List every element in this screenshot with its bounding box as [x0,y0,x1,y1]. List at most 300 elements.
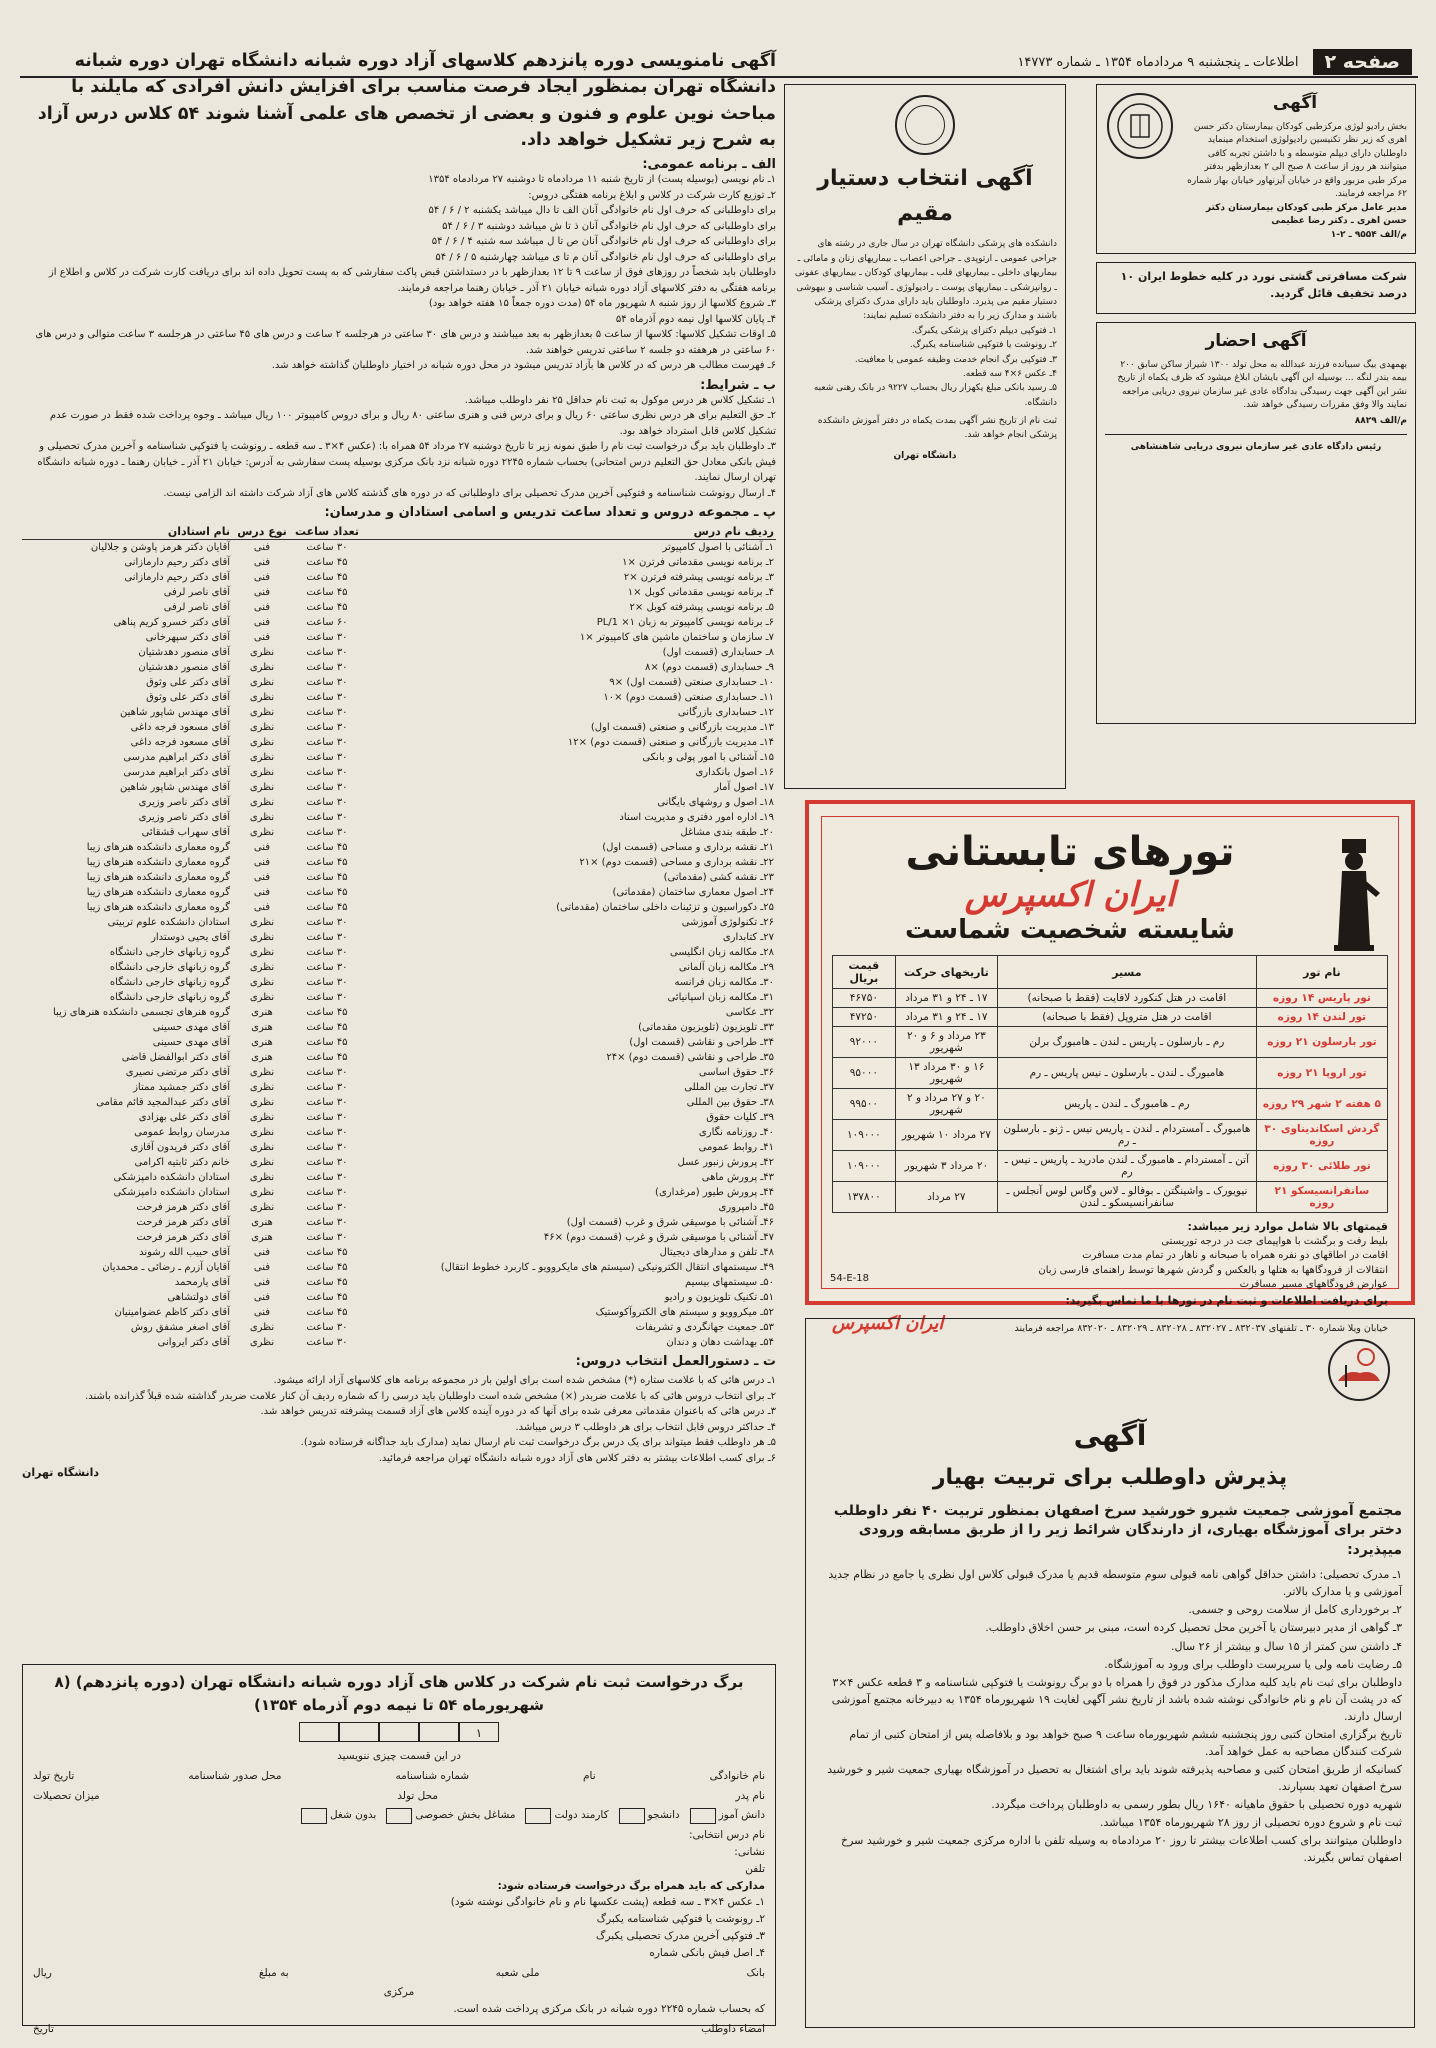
courses-header: ردیف نام درس [362,524,776,540]
tour-dates: ۲۰ و ۲۷ مرداد و ۲ شهریور [895,1089,997,1120]
tour-row [833,1182,1388,1213]
course-title: ۳۳ـ تلویزیون (تلویزیون مقدماتی) [638,1022,774,1033]
course-row [22,615,776,630]
checkbox[interactable] [525,1808,551,1824]
general-item: ۲ـ توزیع کارت شرکت در کلاس و ابلاغ برنامه هفتگی دروس: [528,189,776,201]
summons-separator [1105,434,1407,435]
course-hours: ۳۰ ساعت [306,1172,348,1183]
course-hours: ۴۵ ساعت [306,887,348,898]
form-bank[interactable]: بانک [746,1966,765,1979]
course-type: فنی [253,872,271,883]
application-form [22,1664,776,2035]
course-title: ۱۲ـ حسابداری بازرگانی [677,707,774,718]
nursing-item: ۲ـ برخورداری کامل از سلامت روحی و جسمی. [1188,1603,1402,1617]
course-row [22,1170,776,1185]
course-title: ۷ـ سازمان و ساختمان ماشین های کامپیوتر ×۱ [579,632,774,643]
check-government-employee[interactable] [525,1807,608,1824]
tour-price: ۹۹۵۰۰ [833,1089,896,1120]
course-title: ۳۲ـ عکاسی [725,1007,774,1018]
course-type: نظری [249,932,275,943]
course-title: ۴۱ـ روابط عمومی [698,1142,774,1153]
course-instructor: آقای مهدی حسینی [152,1022,230,1033]
course-instructor: آقای دکتر عبدالمجید قائم مقامی [96,1097,230,1108]
course-type: هنری [251,1022,273,1033]
tours-brand: ایران اکسپرس [964,875,1176,915]
course-instructor: مدرسان روابط عمومی [134,1127,230,1138]
course-instructor: آقای دکتر علی وثوق [146,677,230,688]
course-title: ۱۹ـ اداره امور دفتری و مدیریت اسناد [619,812,774,823]
course-row [22,690,776,705]
checkbox[interactable] [301,1808,327,1824]
course-type: نظری [249,947,275,958]
nursing-item: ۵ـ رضایت نامه ولی یا سرپرست داوطلب برای ورود به آموزشگاه. [1104,1657,1402,1671]
form-address-label[interactable]: نشانی: [734,1845,765,1858]
digit-box[interactable] [339,1722,379,1742]
course-hours: ۳۰ ساعت [306,797,348,808]
course-title: ۲۶ـ تکنولوژی آموزشی [681,917,774,928]
tours-code: 54-E-18 [830,1273,869,1284]
field-birth-place[interactable]: محل تولد [397,1789,438,1802]
course-row [22,705,776,720]
tour-price: ۴۶۷۵۰ [833,989,896,1008]
classes-signature: دانشگاه تهران [22,1466,99,1479]
tour-price: ۴۷۲۵۰ [833,1008,896,1027]
course-instructor: گروه معماری دانشکده هنرهای زیبا [86,857,230,868]
course-title: ۴۴ـ پرورش طیور (مرغداری) [655,1187,774,1198]
course-hours: ۳۰ ساعت [306,1112,348,1123]
course-instructor: آقای دکتر فریدون آقازی [130,1142,230,1153]
tour-name: تور طلائی ۳۰ روزه [1256,1151,1387,1182]
tour-row [833,1151,1388,1182]
course-type: نظری [249,647,275,658]
course-instructor: آقای ناصر لرفی [163,602,230,613]
general-item: داوطلبان باید شخصاً در روزهای فوق از ساعت ۹ تا ۱۲ بعدازظهر با در دستداشتن قبض پاکت سفارشی که به پست تحویل داده اند برای دریافت کارت شرکت در کلاس و اطلاع از برنامه هفتگی به دفتر کلاسهای آزاد دوره شبانه خیابان ۲۱ آذر ـ خیابان رهنما مراجعه فرمایند. [48,267,776,294]
tours-header-row [833,956,1388,989]
course-hours: ۳۰ ساعت [306,947,348,958]
field-id-number[interactable]: شماره شناسنامه [395,1769,470,1782]
summons-title: آگهی احضار [1205,331,1307,351]
course-type: نظری [249,722,275,733]
course-hours: ۳۰ ساعت [306,662,348,673]
course-title: ۲۵ـ دکوراسیون و تزئینات داخلی ساختمان (مقدماتی) [556,902,774,913]
form-no-write: در این قسمت چیزی ننویسید [337,1750,461,1762]
form-fields-row1 [33,1768,765,1785]
course-hours: ۳۰ ساعت [306,722,348,733]
digit-box[interactable] [379,1722,419,1742]
hospital-seal-icon [1105,91,1175,161]
course-type: نظری [249,1067,275,1078]
course-title: ۴۳ـ پرورش ماهی [701,1172,774,1183]
course-row [22,780,776,795]
tour-dates: ۲۷ مرداد [895,1182,997,1213]
course-type: نظری [249,782,275,793]
nursing-ad [805,1318,1415,2028]
form-central: مرکزی [383,1986,415,1999]
form-course-label[interactable]: نام درس انتخابی: [688,1829,765,1842]
course-title: ۲۷ـ کتابداری [722,932,774,943]
general-item: ۴ـ پایان کلاسها اول نیمه دوم آذرماه ۵۴ [615,313,776,325]
course-hours: ۳۰ ساعت [306,1187,348,1198]
course-row [22,1305,776,1320]
course-hours: ۴۵ ساعت [306,1022,348,1033]
course-row [22,795,776,810]
form-branch[interactable]: ملی شعبه [495,1966,540,1979]
course-instructor: آقای مسعود فرجه داغی [130,737,230,748]
course-hours: ۴۵ ساعت [306,557,348,568]
course-type: نظری [249,827,275,838]
course-title: ۱۵ـ آشنائی با امور پولی و بانکی [642,752,774,763]
course-row [22,1200,776,1215]
course-instructor: آقای مسعود فرجه داغی [130,722,230,733]
course-instructor: آقای منصور دهدشتیان [138,662,230,673]
course-hours: ۳۰ ساعت [306,737,348,748]
form-rial: ریال [33,1966,52,1979]
course-title: ۴۹ـ سیستمهای انتقال الکترونیکی (سیستم های مایکروویو ـ کاربرد خطوط انتقال) [440,1262,774,1273]
course-hours: ۴۵ ساعت [306,872,348,883]
tours-note: عوارض فرودگاههای مسیر مسافرت [1239,1279,1388,1291]
tour-name: تور لندن ۱۴ روزه [1256,1008,1387,1027]
tours-header: مسیر [997,956,1256,989]
attachment-item: ۲ـ رونوشت یا فتوکپی شناسنامه یکبرگ [596,1913,765,1926]
field-education[interactable]: میزان تحصیلات [33,1789,100,1802]
tour-name: تور اروپا ۲۱ روزه [1256,1058,1387,1089]
course-type: فنی [253,887,271,898]
course-row [22,1185,776,1200]
course-type: نظری [249,1142,275,1153]
summons-notice [1096,322,1416,724]
course-hours: ۳۰ ساعت [306,932,348,943]
course-title: ۴۷ـ آشنائی با موسیقی شرق و غرب (قسمت دوم) ×۴۶ [543,1232,774,1243]
course-row [22,1110,776,1125]
tours-notes [832,1219,1388,1309]
digit-box[interactable] [299,1722,339,1742]
courses-header: تعداد ساعت [292,524,362,540]
tour-price: ۱۰۹۰۰۰ [833,1151,896,1182]
course-hours: ۳۰ ساعت [306,917,348,928]
course-row [22,630,776,645]
course-row [22,1035,776,1050]
course-instructor: آقای دکتر علی وثوق [146,692,230,703]
resident-title: آگهی انتخاب دستیار مقیم [817,166,1033,227]
course-type: نظری [249,917,275,928]
nursing-item: ۳ـ گواهی از مدیر دبیرستان یا آخرین محل تحصیل کرده است، مبنی بر حسن اخلاق داوطلب. [985,1621,1402,1635]
course-hours: ۳۰ ساعت [306,1232,348,1243]
course-title: ۵۳ـ جمعیت جهانگردی و تشریفات [635,1322,774,1333]
course-type: فنی [253,617,271,628]
field-first-name[interactable]: نام [583,1769,596,1782]
summons-signature: رئیس دادگاه عادی غیر سازمان نیروی دریایی شاهنشاهی [1130,442,1382,452]
tour-dates: ۲۳ مرداد و ۶ و ۲۰ شهریور [895,1027,997,1058]
course-hours: ۴۵ ساعت [306,1052,348,1063]
lion-sun-emblem-icon [1316,1335,1402,1405]
check-label: مشاغل بخش خصوصی [415,1809,516,1822]
instructions-list [22,1373,776,1466]
course-instructor: استادان دانشکده علوم تربیتی [107,917,230,928]
course-title: ۴۰ـ روزنامه نگاری [698,1127,774,1138]
course-title: ۳۸ـ حقوق بین المللی [686,1097,774,1108]
check-private-sector[interactable] [386,1807,515,1824]
course-title: ۱۴ـ مدیریت بازرگانی و صنعتی (قسمت دوم) ×۱۲ [567,737,774,748]
course-hours: ۳۰ ساعت [306,992,348,1003]
course-title: ۵۴ـ بهداشت دهان و دندان [666,1337,774,1348]
course-instructor: آقای دکتر مرتضی نصیری [125,1067,230,1078]
course-row [22,765,776,780]
section-general-title: الف ـ برنامه عمومی: [642,157,776,172]
university-seal-icon [895,95,955,155]
form-signature[interactable]: امضاء داوطلب [701,2022,765,2035]
course-row [22,570,776,585]
digit-box[interactable]: ۱ [459,1722,499,1742]
tours-inner [821,816,1399,1334]
tour-name: سانفرانسیسکو ۲۱ روزه [1256,1182,1387,1213]
check-unemployed[interactable] [301,1807,376,1824]
tour-price: ۱۳۷۸۰۰ [833,1182,896,1213]
resident-item: ۴ـ عکس ۶×۴ سه قطعه. [962,368,1057,379]
left-column [22,48,776,1479]
instruction-item: ۴ـ حداکثر دروس قابل انتخاب برای هر داوطلب ۳ درس میباشد. [515,1421,776,1433]
instruction-item: ۲ـ برای انتخاب دروس هائی که با علامت ضربدر (×) مشخص شده است داوطلبان باید درسی را که شماره ردیف آن کنار علامت ضربدر گذاشته شده قبلاً گذرانده باشند. [85,1390,776,1402]
tours-title: تورهای تابستانی [905,829,1235,875]
course-hours: ۳۰ ساعت [306,1097,348,1108]
course-type: هنری [251,1007,273,1018]
course-title: ۲۸ـ مکالمه زبان انگلیسی [669,947,774,958]
check-student[interactable] [690,1807,765,1824]
course-instructor: آقای دکتر رحیم دارمازانی [124,572,230,583]
field-father-name[interactable]: نام پدر [735,1789,765,1802]
course-type: نظری [249,752,275,763]
course-instructor: آقای دکتر خسرو کریم پناهی [113,617,230,628]
course-row [22,945,776,960]
course-row [22,1335,776,1350]
course-type: هنری [251,1232,273,1243]
course-instructor: آقای دکتر ابوالفضل قاضی [121,1052,230,1063]
tour-route: اقامت در هتل متروپل (فقط با صبحانه) [997,1008,1256,1027]
course-hours: ۴۵ ساعت [306,1292,348,1303]
course-title: ۱۶ـ اصول بانکداری [695,767,774,778]
condition-item: ۳ـ داوطلبان باید برگ درخواست ثبت نام را طبق نمونه زیر تا تاریخ دوشنبه ۲۷ مرداد ۵۴ همراه با: (عکس ۴×۳ ـ سه قطعه ـ رونوشت یا فتوکپی شناسنامه و آخرین مدرک تحصیلی و فیش بانکی معادل حق التعلیم درس امتحانی) بحساب شماره ۲۲۴۵ دوره شبانه نزد بانک مرکزی بوسیله پست سفارشی به آدرس: خیابان ۲۱ آذر ـ خیابان رهنما ـ دوره شبانه دانشگاه تهران ارسال نمایند. [37,441,776,483]
course-title: ۴۶ـ آشنائی با موسیقی شرق و غرب (قسمت اول) [566,1217,774,1228]
course-instructor: آقای یحیی دوستدار [151,932,230,943]
nursing-item: داوطلبان برای ثبت نام باید کلیه مدارک مذکور در فوق را همراه با دو برگ رونوشت یا فتوکپی شناسنامه و ۳ قطعه عکس ۴×۳ که در پشت آن نام و نام خانوادگی نوشته شده باشد از تاریخ نشر آگهی لغایت ۱۹ شهریورماه ۱۳۵۴ به دبیرخانه مجتمع آموزشی ارسال دارند. [831,1675,1402,1723]
check-university-student[interactable] [619,1807,680,1824]
instruction-item: ۳ـ درس هائی که باعنوان مقدماتی معرفی شده برای آنها که در دوره آینده کلاس های آزاد قسمت پیشرفته تدریس خواهد شد. [260,1406,776,1417]
course-title: ۳۹ـ کلیات حقوق [706,1112,774,1123]
tour-name: ۵ هفته ۲ شهر ۲۹ روزه [1256,1089,1387,1120]
form-footer: که بحساب شماره ۲۲۴۵ دوره شبانه در بانک مرکزی پرداخت شده است. [453,2003,765,2016]
course-type: نظری [249,1337,275,1348]
radiology-code: م/الف ۹۵۵۴ ـ ۲-۱ [1330,229,1407,240]
course-title: ۳۴ـ طراحی و نقاشی (قسمت اول) [629,1037,774,1048]
resident-item: ۵ـ رسید بانکی مبلغ یکهزار ریال بحساب ۹۲۲۷ در بانک رهنی شعبه دانشگاه. [813,383,1057,408]
checkbox[interactable] [690,1808,716,1824]
course-title: ۲۴ـ اصول معماری ساختمان (مقدماتی) [612,887,774,898]
course-hours: ۳۰ ساعت [306,977,348,988]
course-hours: ۴۵ ساعت [306,1307,348,1318]
form-bank-row [33,1965,765,1982]
course-type: نظری [249,1082,275,1093]
course-title: ۳۵ـ طراحی و نقاشی (قسمت دوم) ×۲۴ [606,1052,774,1063]
checkbox[interactable] [619,1808,645,1824]
course-instructor: آقای منصور دهدشتیان [138,647,230,658]
course-row [22,1230,776,1245]
course-hours: ۴۵ ساعت [306,1277,348,1288]
general-item: برای داوطلبانی که حرف اول نام خانوادگی آنان ذ تا ش میباشد دوشنبه ۳ / ۶ / ۵۴ [442,220,776,232]
course-row [22,540,776,556]
form-title: برگ درخواست ثبت نام شرکت در کلاس های آزاد دوره شبانه دانشگاه تهران (دوره پانزدهم) (۸ شهریورماه ۵۴ تا نیمه دوم آذرماه ۱۳۵۴) [54,1673,744,1714]
resident-item: ۳ـ فتوکپی برگ انجام خدمت وظیفه عمومی یا معافیت. [854,354,1057,365]
course-type: نظری [249,1112,275,1123]
course-instructor: استادان دانشکده دامپزشکی [113,1172,230,1183]
course-type: فنی [253,632,271,643]
course-row [22,960,776,975]
tours-header: نام تور [1256,956,1387,989]
course-row [22,1155,776,1170]
course-title: ۲ـ برنامه نویسی مقدماتی فرترن ×۱ [622,557,774,568]
general-item: برای داوطلبانی که حرف اول نام خانوادگی آنان الف تا دال میباشد یکشنبه ۲ / ۶ / ۵۴ [428,205,776,216]
instruction-item: ۱ـ درس هائی که با علامت ستاره (*) مشخص شده است برای اولین بار در مجموعه برنامه های کلاسهای آزاد ارائه میشود. [273,1375,776,1386]
course-title: ۳۶ـ حقوق اساسی [698,1067,774,1078]
radiology-signature: مدیر عامل مرکز طبی کودکان بیمارستان دکتر حسن اهری ـ دکتر رضا عظیمی [1205,202,1407,226]
course-instructor: آقای دولتشاهی [167,1292,230,1303]
course-hours: ۳۰ ساعت [306,1067,348,1078]
tour-row [833,1058,1388,1089]
course-type: نظری [249,992,275,1003]
resident-closing: ثبت نام از تاریخ نشر آگهی بمدت یکماه در دفتر آموزش دانشکده پزشکی انجام خواهد شد. [817,416,1057,441]
course-hours: ۴۵ ساعت [306,587,348,598]
form-fields-row2 [33,1788,765,1805]
tour-price: ۱۰۹۰۰۰ [833,1120,896,1151]
course-row [22,1245,776,1260]
digit-box[interactable] [419,1722,459,1742]
condition-item: ۱ـ تشکیل کلاس هر درس موکول به ثبت نام حداقل ۲۵ نفر داوطلب میباشد. [464,394,776,406]
general-list [22,172,776,374]
course-instructor: آقای مهندس شاپور شاهین [120,707,230,718]
course-type: فنی [253,857,271,868]
course-hours: ۳۰ ساعت [306,1082,348,1093]
form-attachments [33,1894,765,1961]
nursing-subtitle: پذیرش داوطلب برای تربیت بهیار [932,1465,1288,1491]
course-type: نظری [249,797,275,808]
course-type: فنی [253,1262,271,1273]
field-birth-date[interactable]: تاریخ تولد [33,1769,75,1782]
tours-note: اقامت در اطاقهای دو نفره همراه با صبحانه و ناهار در تمام مدت مسافرت [1082,1250,1388,1262]
course-instructor: آقای دکتر هرمز فرحت [136,1202,230,1213]
radiology-body: بخش رادیو لوژی مرکزطبی کودکان بیمارستان دکتر حسن اهری که زیر نظر تکنیسین رادیولوژی استخدام مینماید داوطلبان دارای دیپلم متوسطه و با داشتن تجربه کافی میتوانند هر روز از ساعت ۸ صبح الی ۲ بعدازظهر بدفتر مرکز طبی مزبور واقع در خیابان آیزنهاور خیابان بهار شماره ۶۲ مراجعه فرمایند. [1187,121,1407,199]
course-type: نظری [249,737,275,748]
course-hours: ۳۰ ساعت [306,1337,348,1348]
courses-header: نام استادان [22,524,232,540]
check-label: دانشجو [647,1809,680,1822]
course-hours: ۳۰ ساعت [306,1322,348,1333]
check-label: دانش آموز [718,1809,765,1822]
course-instructor: گروه معماری دانشکده هنرهای زیبا [86,902,230,913]
course-type: فنی [253,1247,271,1258]
course-title: ۵۲ـ میکروویو و سیستم های الکتروآکوستیک [595,1307,774,1318]
course-type: نظری [249,1157,275,1168]
course-instructor: آقای دکتر جمشید ممتاز [133,1082,230,1093]
course-instructor: آقای حبیب الله رشوند [139,1247,230,1258]
course-type: فنی [253,842,271,853]
course-row [22,720,776,735]
course-row [22,1290,776,1305]
tours-contact-title: برای دریافت اطلاعات و ثبت نام در تورها با ما تماس بگیرید: [1065,1293,1388,1307]
nursing-item: ۱ـ مدرک تحصیلی: داشتن حداقل گواهی نامه قبولی سوم متوسطه قدیم یا مدرک قبولی کلاس اول نظری یا جامع در نظام جدید آموزشی و یا مدارک بالاتر. [828,1568,1402,1599]
course-row [22,930,776,945]
course-title: ۵۱ـ تکنیک تلویزیون و رادیو [664,1292,774,1303]
resident-item: ۲ـ رونوشت یا فتوکپی شناسنامه یکبرگ. [909,340,1057,351]
course-title: ۴۲ـ پرورش زنبور عسل [677,1157,774,1168]
form-date[interactable]: تاریخ [33,2022,54,2035]
course-row [22,585,776,600]
course-row [22,1005,776,1020]
course-row [22,1050,776,1065]
form-amount[interactable]: به مبلغ [258,1966,289,1979]
course-title: ۱۰ـ حسابداری صنعتی (قسمت اول) ×۹ [609,677,774,688]
resident-signature: دانشگاه تهران [893,450,957,461]
course-hours: ۴۵ ساعت [306,857,348,868]
course-hours: ۳۰ ساعت [306,1157,348,1168]
course-instructor: آقای مهدی حسینی [152,1037,230,1048]
checkbox[interactable] [386,1808,412,1824]
course-type: نظری [249,677,275,688]
course-hours: ۴۵ ساعت [306,1262,348,1273]
course-instructor: آقای ناصر لرفی [163,587,230,598]
course-row [22,825,776,840]
course-type: نظری [249,1127,275,1138]
course-type: فنی [253,1277,271,1288]
field-id-place[interactable]: محل صدور شناسنامه [188,1769,282,1782]
course-instructor: گروه هنرهای تجسمی دانشکده هنرهای زیبا [52,1007,230,1018]
tours-ad [805,800,1415,1334]
course-row [22,885,776,900]
course-type: فنی [253,1292,271,1303]
tour-dates: ۱۷ ـ ۲۴ و ۳۱ مرداد [895,989,997,1008]
course-title: ۵۰ـ سیستمهای بیسیم [684,1277,774,1288]
course-instructor: گروه زبانهای خارجی دانشگاه [109,962,230,973]
course-instructor: آقای دکتر ناصر وزیری [138,812,230,823]
right-column [1096,84,1416,724]
course-instructor: گروه معماری دانشکده هنرهای زیبا [86,872,230,883]
tours-slogan: شایسته شخصیت شماست [905,915,1235,945]
tour-name: تور بارسلون ۲۱ روزه [1256,1027,1387,1058]
course-hours: ۳۰ ساعت [306,707,348,718]
course-title: ۴ـ برنامه نویسی مقدماتی کوبل ×۱ [627,587,774,598]
section-courses-title: پ ـ مجموعه دروس و تعداد ساعت تدریس و اسامی استادان و مدرسان: [324,505,776,520]
field-last-name[interactable]: نام خانوادگی [709,1769,765,1782]
course-title: ۵ـ برنامه نویسی پیشرفته کوبل ×۲ [629,602,774,613]
course-type: هنری [251,1052,273,1063]
course-row [22,1215,776,1230]
form-phone-label[interactable]: تلفن [745,1862,765,1875]
course-type: نظری [249,1322,275,1333]
course-title: ۱۸ـ اصول و روشهای بایگانی [657,797,774,808]
tours-note: بلیط رفت و برگشت با هواپیمای جت در درجه توریستی [1161,1235,1388,1247]
radiology-notice [1096,84,1416,254]
check-label: کارمند دولت [554,1809,609,1822]
instruction-item: ۶ـ برای کسب اطلاعات بیشتر به دفتر کلاس های آزاد دوره شبانه دانشگاه تهران مراجعه فرمائید. [378,1452,776,1464]
course-hours: ۴۵ ساعت [306,602,348,613]
course-hours: ۴۵ ساعت [306,902,348,913]
course-title: ۱۳ـ مدیریت بازرگانی و صنعتی (قسمت اول) [590,722,774,733]
course-instructor: آقای دکتر هرمز فرحت [136,1232,230,1243]
course-hours: ۳۰ ساعت [306,542,348,553]
course-title: ۶ـ برنامه نویسی کامپیوتر به زبان PL/1 ×۱ [596,617,774,628]
course-instructor: گروه معماری دانشکده هنرهای زیبا [86,887,230,898]
course-instructor: آقای سهراب قشقائی [141,827,230,838]
tours-brand-footer: ایران اکسپرس [832,1312,944,1334]
section-instructions-title: ت ـ دستورالعمل انتخاب دروس: [575,1354,776,1369]
resident-items [793,324,1057,410]
